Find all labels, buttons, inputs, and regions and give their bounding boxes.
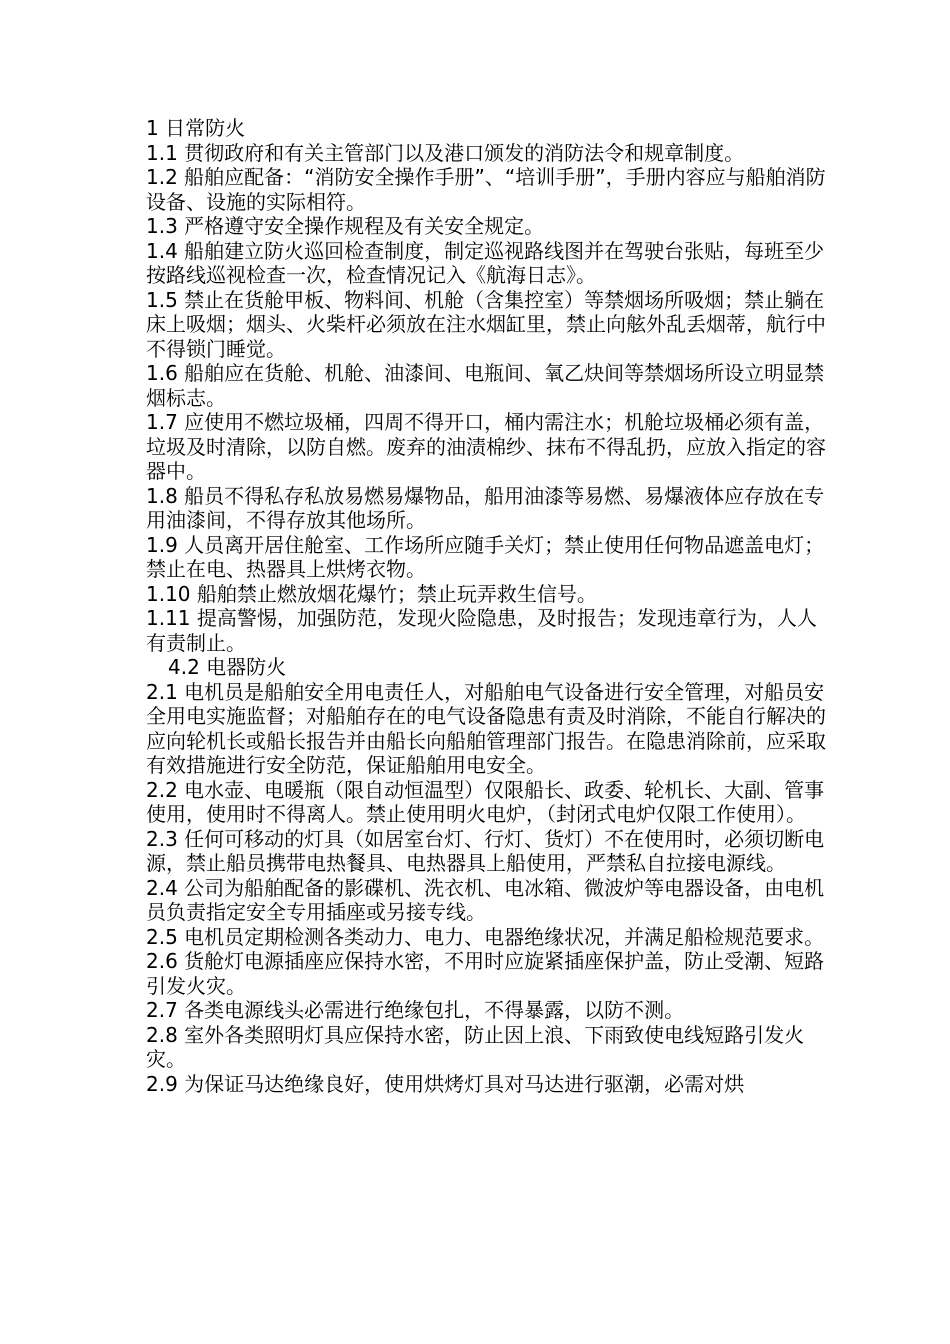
paragraph-1-2: 1.2 船舶应配备：“消防安全操作手册”、“培训手册”，手册内容应与船舶消防设备、设施的实际相符。 <box>146 165 826 214</box>
section-heading-electrical-fire-prevention: 4.2 电器防火 <box>168 655 287 679</box>
paragraph-1-5: 1.5 禁止在货舱甲板、物料间、机舱（含集控室）等禁烟场所吸烟；禁止躺在床上吸烟；烟头、火柴杆必须放在注水烟缸里，禁止向舷外乱丢烟蒂，航行中不得锁门睡觉。 <box>146 287 826 361</box>
section-heading-daily-fire-prevention: 1 日常防火 <box>146 116 246 140</box>
paragraph-1-3: 1.3 严格遵守安全操作规程及有关安全规定。 <box>146 214 545 238</box>
paragraph-2-4: 2.4 公司为船舶配备的影碟机、洗衣机、电冰箱、微波炉等电器设备，由电机员负责指定安全专用插座或另接专线。 <box>146 875 825 924</box>
paragraph-1-4: 1.4 船舶建立防火巡回检查制度，制定巡视路线图并在驾驶台张贴，每班至少按路线巡视检查一次，检查情况记入《航海日志》。 <box>146 238 825 287</box>
paragraph-1-7: 1.7 应使用不燃垃圾桶，四周不得开口，桶内需注水；机舱垃圾桶必须有盖，垃圾及时清除，以防自燃。废弃的油渍棉纱、抹布不得乱扔，应放入指定的容器中。 <box>146 410 826 483</box>
paragraph-2-5: 2.5 电机员定期检测各类动力、电力、电器绝缘状况，并满足船检规范要求。 <box>146 924 825 949</box>
paragraph-1-8: 1.8 船员不得私存私放易燃易爆物品，船用油漆等易燃、易爆液体应存放在专用油漆间，不得存放其他场所。 <box>146 483 825 532</box>
paragraph-1-11: 1.11 提高警惕，加强防范，发现火险隐患，及时报告；发现违章行为，人人有责制止。 <box>146 606 817 655</box>
paragraph-2-7: 2.7 各类电源线头必需进行绝缘包扎，不得暴露，以防不测。 <box>146 998 685 1022</box>
paragraph-2-3: 2.3 任何可移动的灯具（如居室台灯、行灯、货灯）不在使用时，必须切断电源，禁止船员携带电热餐具、电热器具上船使用，严禁私自拉接电源线。 <box>146 826 825 875</box>
paragraph-1-10: 1.10 船舶禁止燃放烟花爆竹；禁止玩弄救生信号。 <box>146 581 597 606</box>
paragraph-2-1: 2.1 电机员是船舶安全用电责任人，对船舶电气设备进行安全管理，对船员安全用电实施监督；对船舶存在的电气设备隐患有责及时消除，不能自行解决的应向轮机长或船长报告并由船长向船舶管理部门报告。在隐患消除前，应采取有效措施进行安全防范，保证船舶用电安全。 <box>146 679 826 777</box>
paragraph-1-6: 1.6 船舶应在货舱、机舱、油漆间、电瓶间、氧乙炔间等禁烟场所设立明显禁烟标志。 <box>146 361 825 410</box>
paragraph-2-2: 2.2 电水壶、电暖瓶（限自动恒温型）仅限船长、政委、轮机长、大副、管事使用，使用时不得离人。禁止使用明火电炉，（封闭式电炉仅限工作使用）。 <box>146 777 825 826</box>
document-body <box>146 116 826 1096</box>
paragraph-2-6: 2.6 货舱灯电源插座应保持水密，不用时应旋紧插座保护盖，防止受潮、短路引发火灾。 <box>146 949 825 998</box>
paragraph-2-9: 2.9 为保证马达绝缘良好，使用烘烤灯具对马达进行驱潮，必需对烘 <box>146 1071 745 1096</box>
paragraph-1-9: 1.9 人员离开居住舱室、工作场所应随手关灯；禁止使用任何物品遮盖电灯；禁止在电、热器具上烘烤衣物。 <box>146 532 825 581</box>
paragraph-2-8: 2.8 室外各类照明灯具应保持水密，防止因上浪、下雨致使电线短路引发火灾。 <box>146 1022 805 1071</box>
paragraph-1-1: 1.1 贯彻政府和有关主管部门以及港口颁发的消防法令和规章制度。 <box>146 140 745 165</box>
